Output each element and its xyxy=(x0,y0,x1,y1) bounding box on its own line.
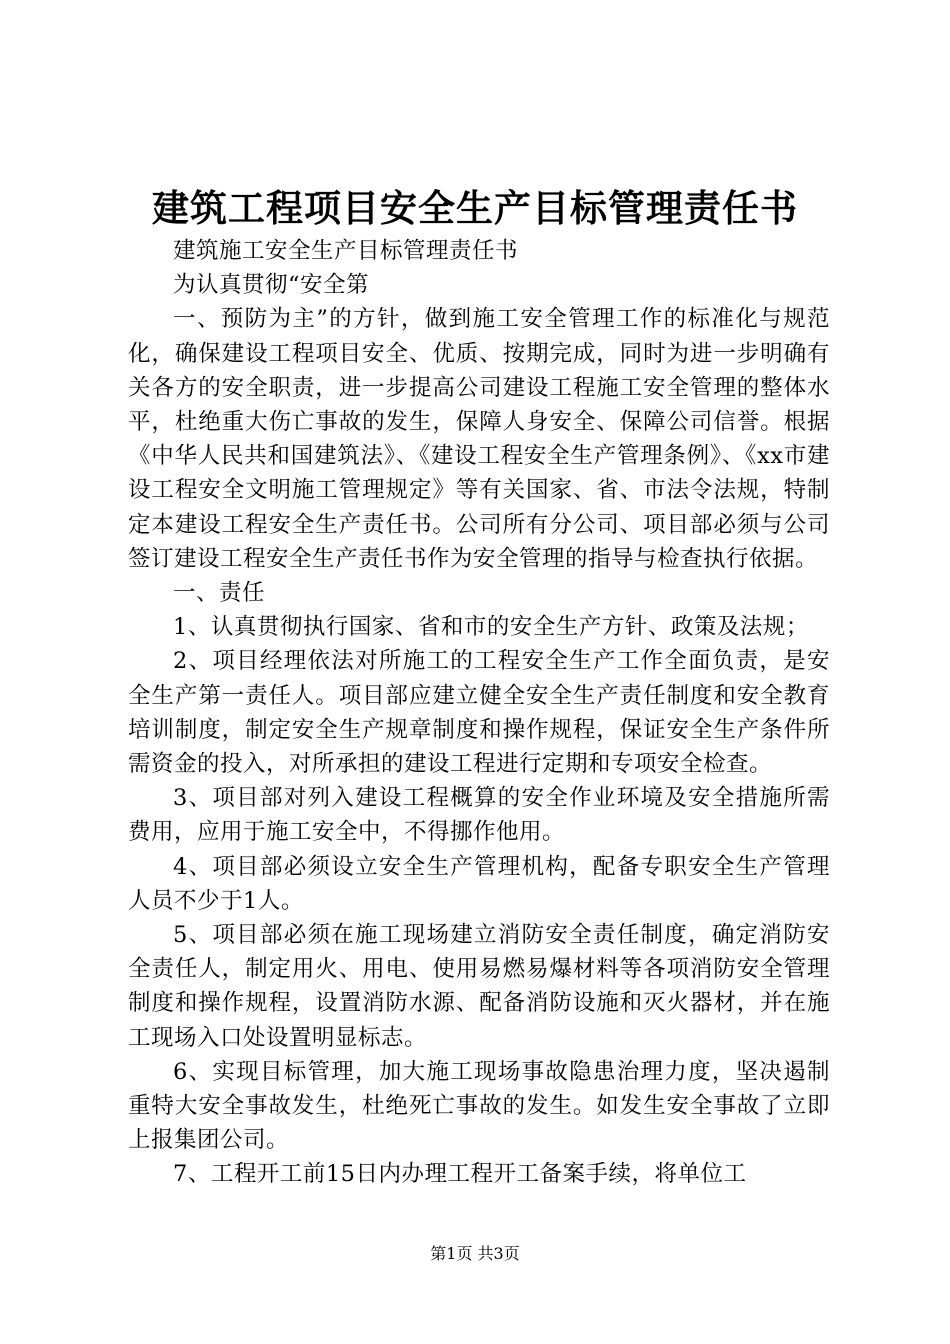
page-number-footer: 第1页 共3页 xyxy=(430,1244,520,1263)
paragraph-intro: 为认真贯彻“安全第 xyxy=(173,272,370,299)
paragraph-item-2: 2、项目经理依法对所施工的工程安全生产工作全面负责，是安全生产第一责任人。项目部应建立健全安全生产责任制度和安全教育培训制度，制定安全生产规章制度和操作规程，保证安全生产条件所需资金的投入，对所承担的建设工程进行定期和专项安全检查。 xyxy=(128,648,830,778)
paragraph-item-6: 6、实现目标管理，加大施工现场事故隐患治理力度，坚决遏制重特大安全事故发生，杜绝死亡事故的发生。如发生安全事故了立即上报集团公司。 xyxy=(128,1058,830,1154)
paragraph-item-4: 4、项目部必须设立安全生产管理机构，配备专职安全生产管理人员不少于1人。 xyxy=(128,853,830,914)
document-title: 建筑工程项目安全生产目标管理责任书 xyxy=(152,186,798,230)
paragraph-item-3: 3、项目部对列入建设工程概算的安全作业环境及安全措施所需费用，应用于施工安全中，不得挪作他用。 xyxy=(128,785,830,846)
paragraph-item-1: 1、认真贯彻执行国家、省和市的安全生产方针、政策及法规； xyxy=(173,614,809,641)
section-heading-responsibility: 一、责任 xyxy=(173,580,266,607)
paragraph-item-5: 5、项目部必须在施工现场建立消防安全责任制度，确定消防安全责任人，制定用火、用电、使用易燃易爆材料等各项消防安全管理制度和操作规程，设置消防水源、配备消防设施和灭火器材，并在施工现场入口处设置明显标志。 xyxy=(128,922,830,1051)
paragraph-item-7: 7、工程开工前15日内办理工程开工备案手续，将单位工 xyxy=(173,1161,747,1188)
document-body xyxy=(128,234,830,1192)
paragraph-purpose: 一、预防为主”的方针，做到施工安全管理工作的标准化与规范化，确保建设工程项目安全、优质、按期完成，同时为进一步明确有关各方的安全职责，进一步提高公司建设工程施工安全管理的整体水平，杜绝重大伤亡事故的发生，保障人身安全、保障公司信誉。根据《中华人民共和国建筑法》、《建设工程安全生产管理条例》、《xx市建设工程安全文明施工管理规定》等有关国家、省、市法令法规，特制定本建设工程安全生产责任书。公司所有分公司、项目部必须与公司签订建设工程安全生产责任书作为安全管理的指导与检查执行依据。 xyxy=(128,306,830,572)
paragraph-subtitle: 建筑施工安全生产目标管理责任书 xyxy=(173,238,519,264)
